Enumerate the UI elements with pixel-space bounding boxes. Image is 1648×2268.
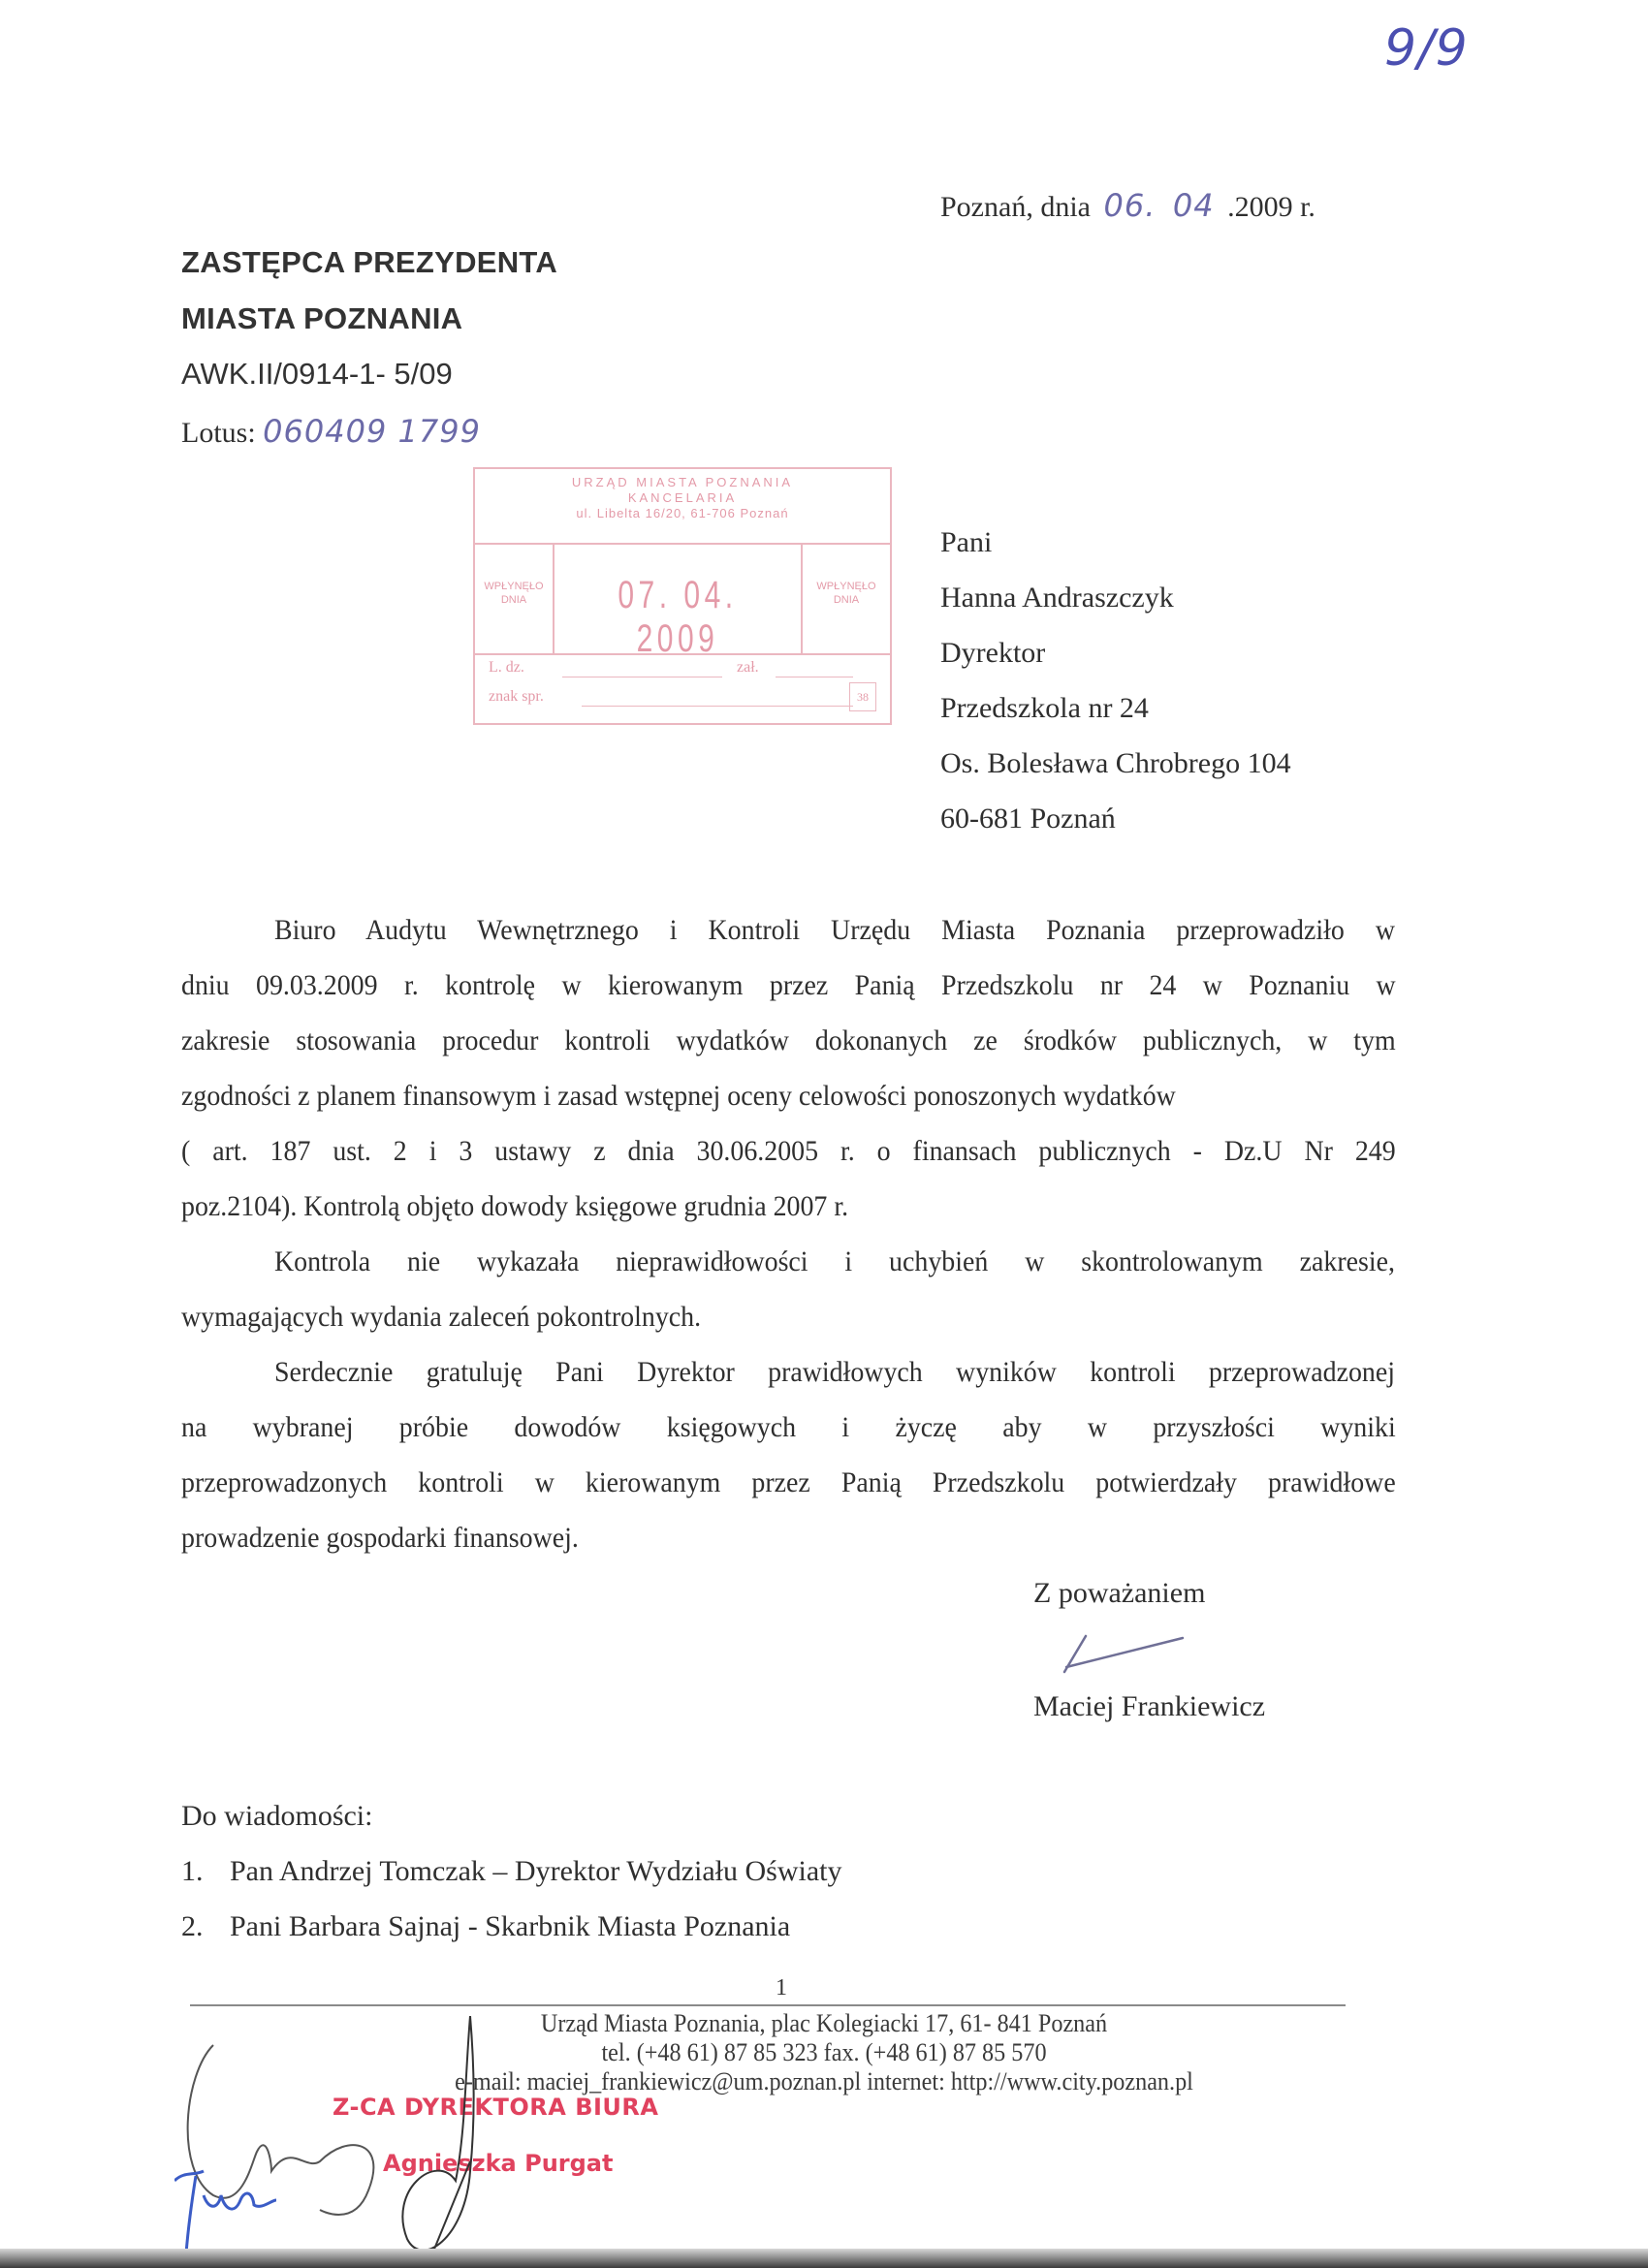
stamp-office-line3: ul. Libelta 16/20, 61-706 Poznań: [576, 506, 789, 520]
body-line: Kontrola nie wykazała nieprawidłowości i uchybień w skontrolowanym zakresie,: [274, 1245, 1395, 1277]
stamp-office-line1: URZĄD MIASTA POZNANIA: [571, 475, 794, 489]
stamp-office-header: [475, 469, 890, 545]
body-line: zgodności z planem finansowym i zasad wstępnej oceny celowości ponoszonych wydatków: [181, 1080, 1176, 1112]
stamp-znak-line: [582, 706, 853, 707]
body-line: wymagających wydania zaleceń pokontrolnych.: [181, 1301, 702, 1333]
body-line: Biuro Audytu Wewnętrznego i Kontroli Urzędu Miasta Poznania przeprowadziło w: [274, 914, 1395, 946]
signatory-name: Maciej Frankiewicz: [1033, 1690, 1266, 1722]
stamp-zal-label: zał.: [737, 659, 759, 676]
footer-address: Urząd Miasta Poznania, plac Kolegiacki 17, 61- 841 Poznań: [540, 2009, 1108, 2037]
sender-title-line2: MIASTA POZNANIA: [181, 301, 463, 335]
cc-item-number: 1.: [181, 1855, 204, 1887]
footer-contact: e-mail: maciej_frankiewicz@um.poznan.pl internet: http://www.city.poznan.pl: [455, 2067, 1193, 2095]
recipient-city: 60-681 Poznań: [940, 803, 1116, 835]
recipient-position: Dyrektor: [940, 637, 1046, 669]
cc-item-number: 2.: [181, 1910, 204, 1942]
date-line: [940, 187, 1315, 224]
stamp-znak-label: znak spr.: [489, 688, 544, 705]
body-line: dniu 09.03.2009 r. kontrolę w kierowanym przez Panią Przedszkolu nr 24 w Poznaniu w: [181, 969, 1396, 1001]
recipient-street: Os. Bolesława Chrobrego 104: [940, 747, 1291, 779]
closing-regards: Z poważaniem: [1033, 1577, 1206, 1609]
stamp-received-label-right: WPŁYNĘŁO DNIA: [801, 545, 890, 653]
footer-divider: [190, 2004, 1346, 2006]
recipient-salutation: Pani: [940, 526, 993, 558]
cc-item-text: Pani Barbara Sajnaj - Skarbnik Miasta Poznania: [230, 1910, 791, 1942]
body-line: na wybranej próbie dowodów księgowych i życzę aby w przyszłości wyniki: [181, 1411, 1396, 1443]
body-line: przeprowadzonych kontroli w kierowanym przez Panią Przedszkolu potwierdzały prawidłowe: [181, 1466, 1396, 1498]
body-line: ( art. 187 ust. 2 i 3 ustawy z dnia 30.06.2005 r. o finansach publicznych - Dz.U Nr 249: [181, 1135, 1396, 1167]
cc-heading: Do wiadomości:: [181, 1800, 373, 1832]
date-prefix: Poznań, dnia: [940, 191, 1091, 223]
body-line: poz.2104). Kontrolą objęto dowody księgowe grudnia 2007 r.: [181, 1190, 849, 1222]
stamp-office-line2: KANCELARIA: [627, 490, 738, 505]
lotus-line: [181, 413, 481, 450]
handwritten-signatures-icon: [174, 2016, 582, 2268]
handwritten-month: 04: [1172, 187, 1215, 224]
date-suffix: .2009 r.: [1227, 191, 1315, 223]
body-line: prowadzenie gospodarki finansowej.: [181, 1522, 579, 1554]
sender-title-line1: ZASTĘPCA PREZYDENTA: [181, 245, 558, 279]
recipient-institution: Przedszkola nr 24: [940, 692, 1149, 724]
cc-item: [181, 1855, 842, 1888]
stamp-received-date: 07. 04. 2009: [618, 574, 738, 660]
page-number: 1: [776, 1975, 787, 2000]
approval-stamp-name: Agnieszka Purgat: [383, 2150, 614, 2177]
signature-icon: [1057, 1628, 1192, 1677]
stamp-box-code: 38: [849, 682, 876, 711]
body-line: zakresie stosowania procedur kontroli wydatków dokonanych ze środków publicznych, w tym: [181, 1024, 1396, 1056]
footer-phone: tel. (+48 61) 87 85 323 fax. (+48 61) 87 85 570: [601, 2038, 1047, 2066]
stamp-ldz-label: L. dz.: [489, 659, 524, 676]
stamp-received-label-left: WPŁYNĘŁO DNIA: [475, 545, 555, 653]
intake-stamp: [473, 467, 892, 725]
body-line: Serdecznie gratuluję Pani Dyrektor prawidłowych wyników kontroli przeprowadzonej: [274, 1356, 1395, 1388]
reference-number: AWK.II/0914-1- 5/09: [181, 357, 453, 391]
stamp-registry-row: [475, 653, 890, 723]
stamp-received-row: [475, 545, 890, 660]
scan-edge: [0, 2249, 1648, 2268]
lotus-label: Lotus:: [181, 417, 256, 449]
handwritten-page-mark: 9/9: [1384, 19, 1469, 78]
cc-item: [181, 1910, 790, 1943]
handwritten-day: 06.: [1103, 187, 1157, 224]
recipient-name: Hanna Andraszczyk: [940, 582, 1174, 614]
lotus-handwritten-value: 060409 1799: [263, 413, 481, 450]
approval-stamp-title: Z-CA DYREKTORA BIURA: [333, 2094, 659, 2121]
cc-item-text: Pan Andrzej Tomczak – Dyrektor Wydziału Oświaty: [230, 1855, 842, 1887]
